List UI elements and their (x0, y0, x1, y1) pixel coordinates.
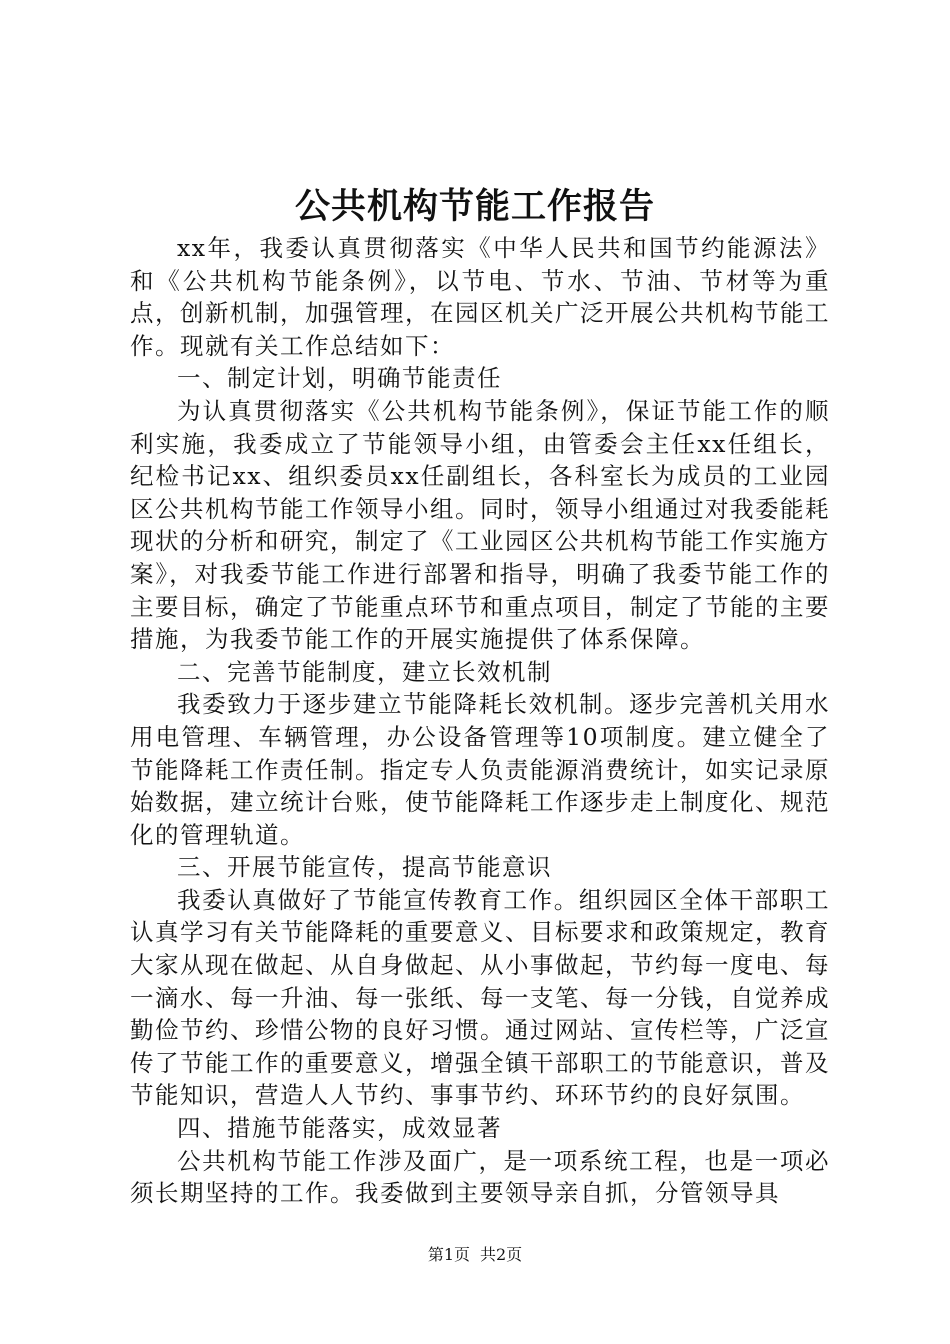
page-number: 第1页 (427, 1245, 470, 1264)
section-heading-4: 四、措施节能落实，成效显著 (177, 1114, 502, 1143)
page-footer (0, 1243, 950, 1267)
section-paragraph-3: 我委认真做好了节能宣传教育工作。组织园区全体干部职工认真学习有关节能降耗的重要意义、目标要求和政策规定，教育大家从现在做起、从自身做起、从小事做起，节约每一度电、每一滴水、每一升油、每一张纸、每一支笔、每一分钱，自觉养成勤俭节约、珍惜公物的良好习惯。通过网站、宣传栏等，广泛宣传了节能工作的重要意义，增强全镇干部职工的节能意识，普及节能知识，营造人人节约、事事节约、环环节约的良好氛围。 (130, 885, 830, 1110)
section-paragraph-4: 公共机构节能工作涉及面广，是一项系统工程，也是一项必须长期坚持的工作。我委做到主要领导亲自抓，分管领导具 (130, 1146, 830, 1208)
section-heading-1: 一、制定计划，明确节能责任 (177, 364, 502, 393)
intro-paragraph: xx年，我委认真贯彻落实《中华人民共和国节约能源法》和《公共机构节能条例》，以节电、节水、节油、节材等为重点，创新机制，加强管理，在园区机关广泛开展公共机构节能工作。现就有关工作总结如下： (130, 234, 830, 360)
page-total: 共2页 (480, 1245, 523, 1264)
document-body (130, 232, 830, 1210)
section-heading-3: 三、开展节能宣传，提高节能意识 (177, 853, 552, 882)
document-title: 公共机构节能工作报告 (294, 186, 655, 227)
section-paragraph-1: 为认真贯彻落实《公共机构节能条例》，保证节能工作的顺利实施，我委成立了节能领导小组，由管委会主任xx任组长，纪检书记xx、组织委员xx任副组长，各科室长为成员的工业园区公共机构节能工作领导小组。同时，领导小组通过对我委能耗现状的分析和研究，制定了《工业园区公共机构节能工作实施方案》，对我委节能工作进行部署和指导，明确了我委节能工作的主要目标，确定了节能重点环节和重点项目，制定了节能的主要措施，为我委节能工作的开展实施提供了体系保障。 (130, 396, 830, 654)
section-paragraph-2: 我委致力于逐步建立节能降耗长效机制。逐步完善机关用水用电管理、车辆管理，办公设备管理等10项制度。建立健全了节能降耗工作责任制。指定专人负责能源消费统计，如实记录原始数据，建立统计台账，使节能降耗工作逐步走上制度化、规范化的管理轨道。 (130, 690, 830, 849)
section-heading-2: 二、完善节能制度，建立长效机制 (177, 657, 552, 686)
